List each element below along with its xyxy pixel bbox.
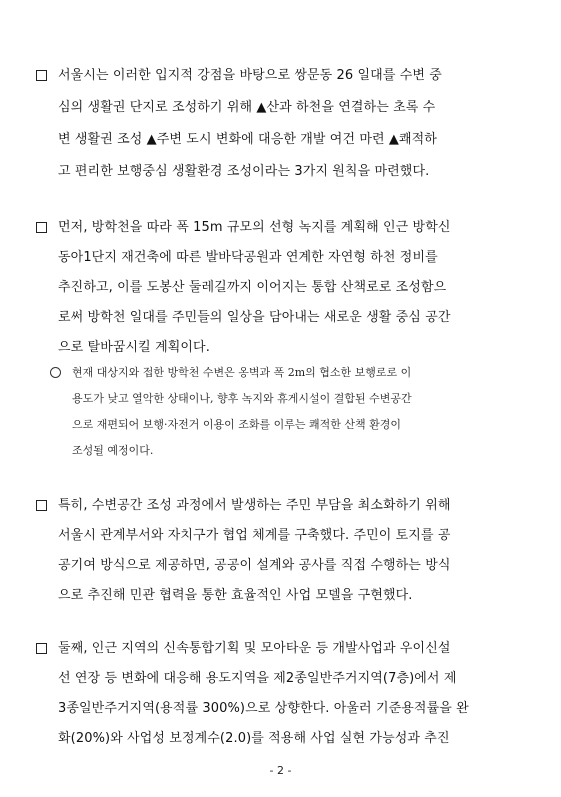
paragraph-line: 선 연장 등 변화에 대응해 용도지역을 제2종일반주거지역(7층)에서 제 bbox=[58, 671, 457, 686]
paragraph-line: 변 생활권 조성 ▲주변 도시 변화에 대응한 개발 여건 마련 ▲쾌적하 bbox=[58, 132, 437, 147]
paragraph-line: 화(20%)와 사업성 보정계수(2.0)를 적용해 사업 실현 가능성과 추진 bbox=[58, 731, 450, 746]
sub-bullet-line: 현재 대상지와 접한 방학천 수변은 옹벽과 폭 2m의 협소한 보행로로 이 bbox=[50, 362, 530, 384]
page-number: - 2 - bbox=[269, 764, 292, 777]
paragraph-line: 으로 탈바꿈시킬 계획이다. bbox=[58, 340, 210, 355]
paragraph-line: 특히, 수변공간 조성 과정에서 발생하는 주민 부담을 최소화하기 위해 bbox=[36, 494, 536, 518]
paragraph-line: 둘째, 인근 지역의 신속통합기획 및 모아타운 등 개발사업과 우이신설 bbox=[36, 637, 536, 661]
paragraph-line: 로써 방학천 일대를 주민들의 일상을 담아내는 새로운 생활 중심 공간 bbox=[58, 310, 451, 325]
paragraph-line: 동아1단지 재건축에 따른 발바닥공원과 연계한 자연형 하천 정비를 bbox=[58, 250, 438, 265]
square-bullet-icon bbox=[36, 500, 47, 511]
paragraph-line: 고 편리한 보행중심 생활환경 조성이라는 3가지 원칙을 마련했다. bbox=[58, 164, 430, 179]
paragraph-line: 추진하고, 이를 도봉산 둘레길까지 이어지는 통합 산책로로 조성함으 bbox=[58, 280, 447, 295]
paragraph-line: 3종일반주거지역(용적률 300%)으로 상향한다. 아울러 기준용적률을 완 bbox=[58, 701, 469, 716]
square-bullet-icon bbox=[36, 222, 47, 233]
circle-bullet-icon bbox=[50, 367, 61, 378]
square-bullet-icon bbox=[36, 643, 47, 654]
sub-bullet-line: 으로 재편되어 보행·자전거 이용이 조화를 이루는 쾌적한 산책 환경이 bbox=[72, 418, 401, 431]
sub-bullet-line: 조성될 예정이다. bbox=[72, 444, 154, 457]
square-bullet-icon bbox=[36, 70, 47, 81]
paragraph-line: 서울시는 이러한 입지적 강점을 바탕으로 쌍문동 26 일대를 수변 중 bbox=[36, 64, 536, 88]
paragraph-line: 으로 추진해 민관 협력을 통한 효율적인 사업 모델을 구현했다. bbox=[58, 588, 413, 603]
paragraph-line: 서울시 관계부서와 자치구가 협업 체계를 구축했다. 주민이 토지를 공 bbox=[58, 528, 451, 543]
sub-bullet-line: 용도가 낮고 열악한 상태이나, 향후 녹지와 휴게시설이 결합된 수변공간 bbox=[72, 392, 412, 405]
paragraph-line: 공기여 방식으로 제공하면, 공공이 설계와 공사를 직접 수행하는 방식 bbox=[58, 558, 451, 573]
paragraph-line: 먼저, 방학천을 따라 폭 15m 규모의 선형 녹지를 계획해 인근 방학신 bbox=[36, 216, 536, 240]
paragraph-line: 심의 생활권 단지로 조성하기 위해 ▲산과 하천을 연결하는 초록 수 bbox=[58, 100, 436, 115]
